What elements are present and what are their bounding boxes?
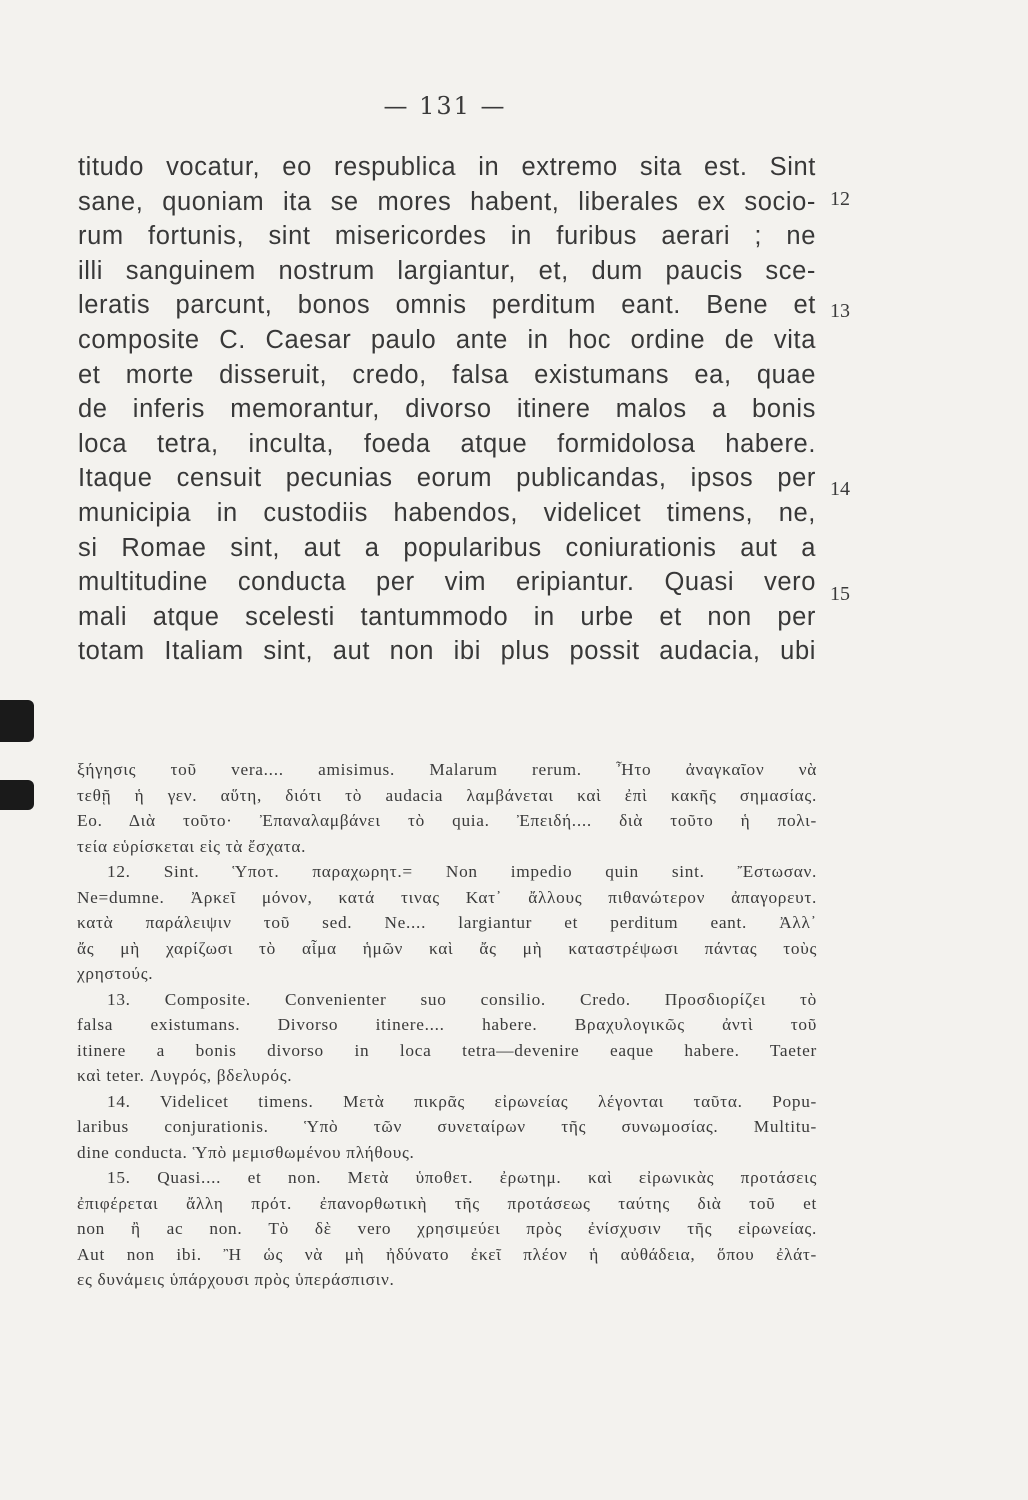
margin-line-number: 13 (830, 300, 850, 322)
main-text-line: titudo vocatur, eo respublica in extremo sita est. Sint (78, 153, 816, 181)
main-text-line: si Romae sint, aut a popularibus coniurationis aut a (78, 533, 816, 562)
page-edge-mark (0, 780, 34, 810)
footnote-line: dine conducta. Ὑπὸ μεμισθωμένου πλήθους. (77, 1142, 415, 1162)
footnote-line: τεθῇ ἡ γεν. αὕτη, διότι τὸ audacia λαμβάνεται καὶ ἐπὶ κακῆς σημασίας. (77, 785, 817, 805)
main-text-line: Itaque censuit pecunias eorum publicandas, ipsos per (78, 464, 816, 493)
footnote-line: ξήγησις τοῦ vera.... amisimus. Malarum rerum. Ἦτο ἀναγκαῖον νὰ (77, 760, 817, 779)
main-text-line: composite C. Caesar paulo ante in hoc ordine de vita (78, 325, 816, 354)
main-text-line: et morte disseruit, credo, falsa existumans ea, quae (78, 360, 816, 389)
footnote-line: κατὰ παράλειψιν τοῦ sed. Ne.... largiantur et perditum eant. Ἀλλ᾽ (77, 913, 817, 932)
main-text-line: multitudine conducta per vim eripiantur. Quasi vero (78, 568, 816, 597)
footnote-line: 15. Quasi.... et non. Μετὰ ὑποθετ. ἐρωτημ. καὶ εἰρωνικὰς προτάσεις (107, 1168, 817, 1187)
page-number: — 131 — (383, 92, 507, 120)
footnote-line: laribus conjurationis. Ὑπὸ τῶν συνεταίρων τῆς συνωμοσίας. Multitu- (77, 1117, 817, 1136)
margin-line-number: 14 (830, 478, 850, 500)
main-text-line: leratis parcunt, bonos omnis perditum eant. Bene et (78, 291, 816, 320)
main-text-line: mali atque scelesti tantummodo in urbe et non per (78, 602, 816, 631)
margin-line-number: 12 (830, 188, 850, 210)
footnote-line: ἄς μὴ χαρίζωσι τὸ αἷμα ἡμῶν καὶ ἄς μὴ καταστρέψωσι πάντας τοὺς (77, 938, 817, 958)
main-text-line: illi sanguinem nostrum largiantur, et, dum paucis sce- (78, 256, 816, 285)
margin-line-number: 15 (830, 583, 850, 605)
main-text-line: totam Italiam sint, aut non ibi plus possit audacia, ubi (78, 637, 816, 666)
footnote-line: Aut non ibi. Ἢ ὡς νὰ μὴ ἠδύνατο ἐκεῖ πλέον ἡ αὐθάδεια, ὅπου ἐλάτ- (77, 1244, 817, 1264)
footnote-line: 12. Sint. Ὑποτ. παραχωρητ.= Non impedio quin sint. Ἔστωσαν. (107, 862, 817, 881)
footnote-line: χρηστούς. (77, 964, 154, 983)
footnote-line: τεία εὑρίσκεται εἰς τὰ ἔσχατα. (77, 836, 307, 856)
footnote-line: itinere a bonis divorso in loca tetra—devenire eaque habere. Taeter (77, 1040, 817, 1060)
footnote-line: ἐπιφέρεται ἄλλη πρότ. ἐπανορθωτικὴ τῆς προτάσεως ταύτης διὰ τοῦ et (77, 1193, 817, 1213)
footnote-line: 13. Composite. Convenienter suo consilio. Credo. Προσδιορίζει τὸ (107, 989, 817, 1009)
page-edge-mark (0, 700, 34, 742)
footnote-line: καὶ teter. Λυγρός, βδελυρός. (77, 1066, 293, 1085)
main-text-line: de inferis memorantur, divorso itinere malos a bonis (78, 395, 816, 424)
footnote-line: ες δυνάμεις ὑπάρχουσι πρὸς ὑπεράσπισιν. (77, 1270, 395, 1289)
main-text-block (78, 150, 818, 669)
footnote-line: 14. Videlicet timens. Μετὰ πικρᾶς εἰρωνείας λέγονται ταῦτα. Popu- (107, 1091, 817, 1111)
footnotes-block (77, 757, 822, 1293)
footnote-line: Εο. Διὰ τοῦτο· Ἐπαναλαμβάνει τὸ quia. Ἐπειδή.... διὰ τοῦτο ἡ πολι- (77, 811, 817, 830)
footnote-line: falsa existumans. Divorso itinere.... habere. Βραχυλογικῶς ἀντὶ τοῦ (77, 1015, 817, 1034)
footnote-line: non ἢ ac non. Τὸ δὲ vero χρησιμεύει πρὸς ἐνίσχυσιν τῆς εἰρωνείας. (77, 1219, 817, 1238)
main-text-line: sane, quoniam ita se mores habent, liberales ex socio- (78, 187, 816, 216)
main-text-line: municipia in custodiis habendos, videlicet timens, ne, (78, 498, 816, 527)
main-text-line: rum fortunis, sint misericordes in furibus aerari ; ne (78, 222, 816, 251)
main-text-line: loca tetra, inculta, foeda atque formidolosa habere. (78, 429, 816, 458)
footnote-line: Ne=dumne. Ἀρκεῖ μόνον, κατά τινας Κατ᾽ ἄλλους πιθανώτερον ἀπαγορευτ. (77, 887, 817, 907)
